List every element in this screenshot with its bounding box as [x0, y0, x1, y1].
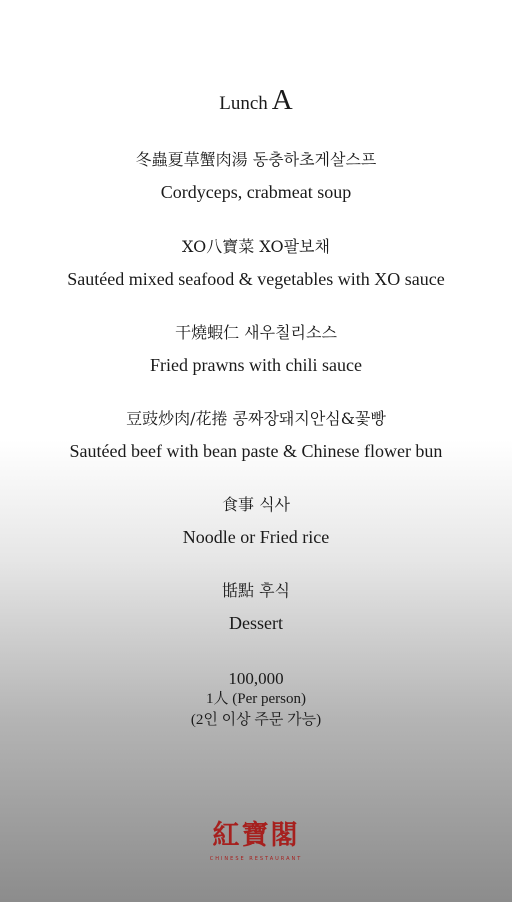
- price-amount: 100,000: [228, 669, 284, 688]
- course-english-name: Dessert: [229, 613, 283, 633]
- course-meal: [0, 495, 512, 548]
- course-english-name: Sautéed mixed seafood & vegetables with XO sauce: [67, 269, 445, 289]
- price-block: [0, 668, 512, 731]
- course-english-name: Cordyceps, crabmeat soup: [160, 182, 352, 202]
- menu-title-letter: A: [271, 84, 293, 116]
- minimum-order-note: (2인 이상 주문 가능): [190, 712, 322, 728]
- price-per-person: 1人 (Per person): [206, 691, 306, 707]
- course-seafood: [0, 237, 512, 290]
- course-english-name: Sautéed beef with bean paste & Chinese flower bun: [69, 441, 443, 461]
- restaurant-logo: [0, 820, 512, 862]
- course-english-name: Noodle or Fried rice: [182, 527, 330, 547]
- course-native-name: 豆豉炒肉/花捲 콩짜장돼지안심&꽃빵: [126, 409, 386, 428]
- logo-subtitle: CHINESE RESTAURANT: [209, 856, 303, 862]
- course-beef: [0, 409, 512, 462]
- course-native-name: XO八寶菜 XO팔보채: [182, 237, 330, 256]
- course-english-name: Fried prawns with chili sauce: [150, 355, 362, 375]
- course-dessert: [0, 581, 512, 634]
- course-native-name: 甛點 후식: [222, 581, 290, 600]
- course-native-name: 食事 식사: [222, 495, 290, 514]
- menu-title: [0, 84, 512, 117]
- logo-mark: 紅寶閣: [212, 820, 300, 851]
- course-prawns: [0, 323, 512, 376]
- course-soup: [0, 150, 512, 203]
- course-native-name: 干燒蝦仁 새우칠리소스: [175, 323, 337, 342]
- menu-title-word: Lunch: [219, 93, 268, 114]
- course-native-name: 冬蟲夏草蟹肉湯 동충하초게살스프: [135, 150, 377, 169]
